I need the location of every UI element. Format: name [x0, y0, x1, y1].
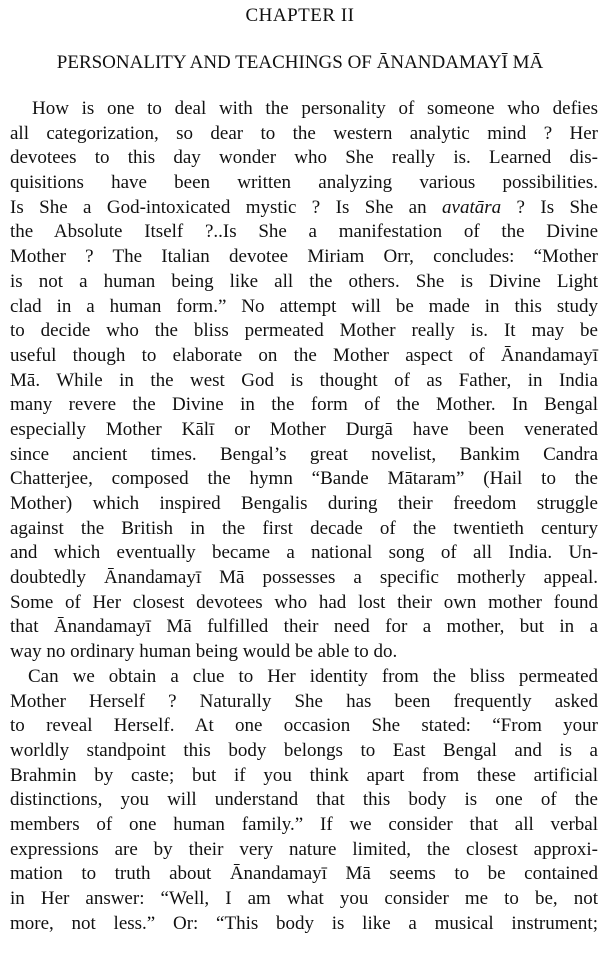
text-line: since ancient times. Bengal’s great novelist, Bankim Candra: [10, 443, 598, 465]
text-line: all categorization, so dear to the western analytic mind ? Her: [10, 122, 598, 144]
text-line: useful though to elaborate on the Mother aspect of Ānandamayī: [10, 344, 598, 366]
text-line: expressions are by their very nature limited, the closest approxi-: [10, 838, 598, 860]
text-line: quisitions have been written analyzing various possibilities.: [10, 172, 598, 194]
text-line: members of one human family.” If we consider that all verbal: [10, 813, 598, 835]
text-line: to reveal Herself. At one occasion She stated: “From your: [10, 715, 598, 737]
text-line: doubtedly Ānandamayī Mā possesses a specific motherly appeal.: [10, 567, 598, 589]
text-line: clad in a human form.” No attempt will be made in this study: [10, 295, 598, 317]
text-line: in Her answer: “Well, I am what you consider me to be, not: [10, 888, 598, 909]
text-line: the Absolute Itself ?..Is She a manifestation of the Divine: [10, 221, 598, 243]
text-line: Mā. While in the west God is thought of as Father, in India: [10, 369, 598, 391]
text-line: Mother Herself ? Naturally She has been frequently asked: [10, 690, 598, 712]
chapter-title: PERSONALITY AND TEACHINGS OF ĀNANDAMAYĪ MĀ: [56, 52, 544, 73]
text-line: Can we obtain a clue to Her identity from the bliss permeated: [28, 665, 598, 687]
text-line: more, not less.” Or: “This body is like a musical instrument;: [10, 912, 598, 934]
text-line: is not a human being like all the others. She is Divine Light: [10, 270, 598, 292]
italic-term: avatāra: [442, 196, 502, 218]
text-line: How is one to deal with the personality of someone who defies: [32, 98, 598, 119]
text-line: that Ānandamayī Mā fulfilled their need for a mother, but in a: [10, 616, 598, 638]
text-line: mation to truth about Ānandamayī Mā seems to be contained: [10, 863, 598, 885]
text-line: Chatterjee, composed the hymn “Bande Mātaram” (Hail to the: [10, 468, 598, 490]
text-line: Mother ? The Italian devotee Miriam Orr, concludes: “Mother: [10, 246, 598, 268]
text-line: Some of Her closest devotees who had lost their own mother found: [10, 591, 598, 613]
text-line: Mother) which inspired Bengalis during their freedom struggle: [10, 493, 598, 514]
text-line: way no ordinary human being would be able to do.: [10, 641, 398, 663]
text-line: and which eventually became a national song of all India. Un-: [10, 542, 598, 564]
chapter-heading: CHAPTER II: [245, 5, 355, 26]
text-line: to decide who the bliss permeated Mother really is. It may be: [10, 320, 598, 342]
text-line: worldly standpoint this body belongs to East Bengal and is a: [10, 739, 598, 761]
text-line: distinctions, you will understand that this body is one of the: [10, 789, 598, 811]
body-text: [10, 97, 598, 936]
text-line: against the British in the first decade of the twentieth century: [10, 517, 598, 539]
text-line: many revere the Divine in the form of the Mother. In Bengal: [10, 394, 598, 416]
text-line: especially Mother Kālī or Mother Durgā have been venerated: [10, 418, 598, 440]
text-line: Is She a God-intoxicated mystic ? Is She an avatāra ? Is She: [10, 196, 598, 218]
text-line: devotees to this day wonder who She really is. Learned dis-: [10, 147, 598, 169]
text-line: Brahmin by caste; but if you think apart from these artificial: [10, 764, 598, 786]
